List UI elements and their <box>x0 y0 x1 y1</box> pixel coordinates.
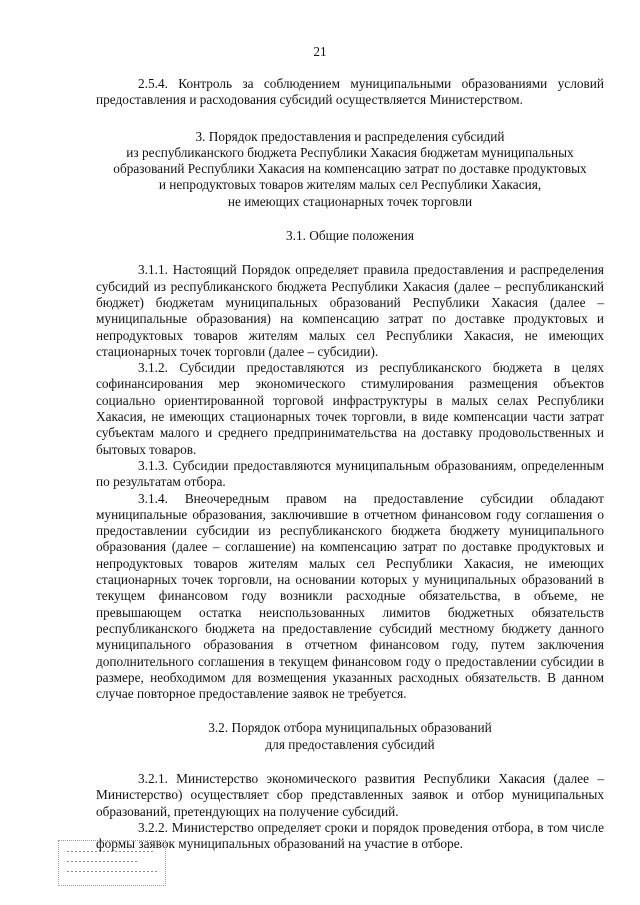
stamp-line <box>67 851 153 852</box>
paragraph-3-2-2: 3.2.2. Министерство определяет сроки и порядок проведения отбора, в том числе формы заявок муниципальных образований на участие в отборе. <box>96 819 604 852</box>
stamp-line <box>67 871 157 872</box>
paragraph-3-1-3: 3.1.3. Субсидии предоставляются муниципальным образованиям, определенным по результатам отбора. <box>96 457 604 490</box>
section-3-title <box>96 129 604 210</box>
subsection-3-2-title <box>96 720 604 753</box>
section-3-title-line: не имеющих стационарных точек торговли <box>227 193 473 209</box>
paragraph-3-2-1: 3.2.1. Министерство экономического развития Республики Хакасия (далее – Министерство) осуществляет сбор представленных заявок и отбор муниципальных образований, претендующих на получение субсидий. <box>96 770 604 819</box>
subsection-3-2-title-line: для предоставления субсидий <box>265 736 435 752</box>
section-3-title-line: из республиканского бюджета Республики Хакасия бюджетам муниципальных <box>126 144 574 160</box>
page-content <box>96 76 604 852</box>
section-3-title-line: 3. Порядок предоставления и распределения субсидий <box>195 128 505 144</box>
paragraph-3-1-2: 3.1.2. Субсидии предоставляются из республиканского бюджета в целях софинансирования мер экономического стимулирования размещения объектов социально ориентированной торговой инфраструктуры в малых селах Республики Хакасия, не имеющих стационарных точек торговли, в виде компенсации части затрат субъектам малого и среднего предпринимательства на доставку продовольственных и бытовых товаров. <box>96 360 604 457</box>
stamp-line <box>67 861 137 862</box>
page-number: 21 <box>313 44 327 59</box>
subsection-3-1-title: 3.1. Общие положения <box>285 228 415 244</box>
section-3-title-line: и непродуктовых товаров жителям малых сел Республики Хакасия, <box>158 177 542 193</box>
paragraph-2-5-4: 2.5.4. Контроль за соблюдением муниципальными образованиями условий предоставления и расходования субсидий осуществляется Министерством. <box>96 76 604 108</box>
faint-stamp <box>58 840 166 886</box>
paragraph-3-1-4: 3.1.4. Внеочередным правом на предоставление субсидии обладают муниципальные образования, заключившие в отчетном финансовом году соглашения о предоставлении субсидии из республиканского бюджета бюджету муниципального образования (далее – соглашение) на компенсацию затрат по доставке продуктовых и непродуктовых товаров жителям малых сел Республики Хакасия, не имеющих стационарных точек торговли, на основании которых у муниципальных образований в текущем финансовом году возникли расходные обязательства, в объеме, не превышающем остатка неиспользованных лимитов бюджетных обязательств республиканского бюджета на предоставление субсидий местному бюджету данного муниципального образования в отчетном финансовом году, путем заключения дополнительного соглашения в текущем финансовом году о предоставлении субсидии в размере, необходимом для возмещения указанных расходных обязательств. В данном случае повторное предоставление заявок не требуется. <box>96 490 604 702</box>
paragraph-3-1-1: 3.1.1. Настоящий Порядок определяет правила предоставления и распределения субсидий из республиканского бюджета Республики Хакасия (далее – республиканский бюджет) бюджетам муниципальных образований Республики Хакасия (далее – муниципальные образования) на компенсацию затрат по доставке продуктовых и непродуктовых товаров жителям малых сел Республики Хакасия, не имеющих стационарных точек торговли (далее – субсидии). <box>96 262 604 359</box>
section-3-title-line: образований Республики Хакасия на компенсацию затрат по доставке продуктовых <box>113 161 587 177</box>
subsection-3-2-title-line: 3.2. Порядок отбора муниципальных образований <box>208 720 492 736</box>
